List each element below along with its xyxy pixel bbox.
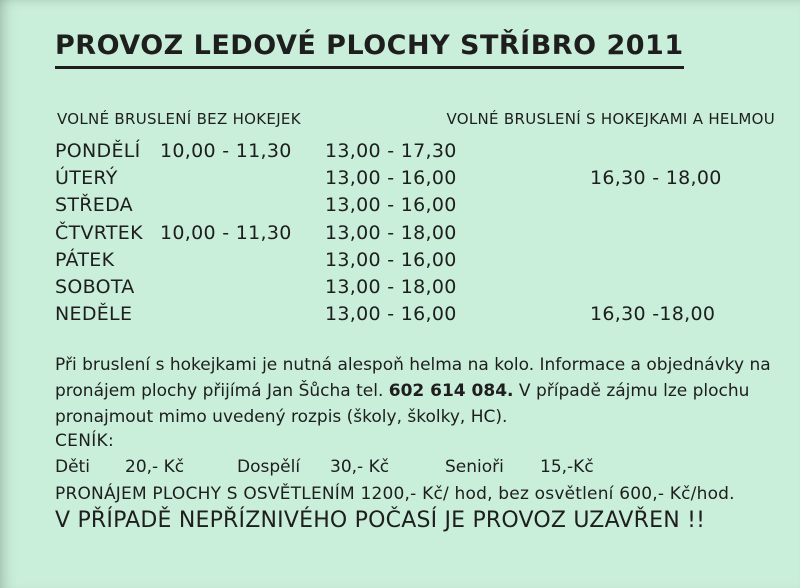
info-text-before-phone: Při bruslení s hokejkami je nutná alespoň helma na kolo. Informace a objednávky na pronájem plochy přijímá Jan Šůcha tel. bbox=[55, 355, 771, 401]
afternoon-slot: 13,00 - 16,00 bbox=[325, 248, 457, 271]
schedule-table bbox=[55, 137, 800, 328]
table-row bbox=[55, 192, 800, 219]
morning-slot: 10,00 - 11,30 bbox=[160, 139, 292, 162]
afternoon-slot: 13,00 - 17,30 bbox=[325, 139, 457, 162]
price-list-label: CENÍK: bbox=[55, 431, 115, 451]
morning-slot: 10,00 - 11,30 bbox=[160, 221, 292, 244]
afternoon-slot: 13,00 - 18,00 bbox=[325, 276, 457, 299]
schedule-header-with-sticks-helmet: VOLNÉ BRUSLENÍ S HOKEJKAMI A HELMOU bbox=[446, 110, 775, 128]
table-row bbox=[55, 273, 800, 300]
day-label: STŘEDA bbox=[55, 194, 133, 217]
price-category-children: Děti bbox=[55, 457, 90, 477]
rental-price-line: PRONÁJEM PLOCHY S OSVĚTLENÍM 1200,- Kč/ hod, bez osvětlení 600,- Kč/hod. bbox=[55, 484, 735, 504]
price-list bbox=[55, 457, 594, 477]
afternoon-slot: 13,00 - 18,00 bbox=[325, 221, 457, 244]
page-title: PROVOZ LEDOVÉ PLOCHY STŘÍBRO 2011 bbox=[55, 30, 684, 69]
day-label: SOBOTA bbox=[55, 276, 135, 299]
price-value-adults: 30,- Kč bbox=[330, 457, 390, 477]
afternoon-slot: 13,00 - 16,00 bbox=[325, 166, 457, 189]
schedule-headers bbox=[57, 110, 775, 128]
day-label: PÁTEK bbox=[55, 248, 115, 271]
price-category-seniors: Senioři bbox=[445, 457, 504, 477]
table-row bbox=[55, 164, 800, 191]
price-value-children: 20,- Kč bbox=[125, 457, 185, 477]
day-label: ÚTERÝ bbox=[55, 166, 118, 189]
table-row bbox=[55, 137, 800, 164]
day-label: NEDĚLE bbox=[55, 303, 133, 326]
phone-number: 602 614 084. bbox=[388, 381, 514, 401]
day-label: PONDĚLÍ bbox=[55, 139, 141, 162]
table-row bbox=[55, 246, 800, 273]
info-text-after-phone: V případě zájmu lze plochu pronajmout mimo uvedený rozpis (školy, školky, HC). bbox=[55, 381, 750, 427]
day-label: ČTVRTEK bbox=[55, 221, 143, 244]
table-row bbox=[55, 219, 800, 246]
price-category-adults: Dospělí bbox=[237, 457, 301, 477]
table-row bbox=[55, 301, 800, 328]
schedule-header-no-sticks: VOLNÉ BRUSLENÍ BEZ HOKEJEK bbox=[57, 110, 301, 128]
info-paragraph bbox=[55, 352, 783, 430]
evening-slot: 16,30 -18,00 bbox=[590, 303, 716, 326]
afternoon-slot: 13,00 - 16,00 bbox=[325, 194, 457, 217]
evening-slot: 16,30 - 18,00 bbox=[590, 166, 722, 189]
price-value-seniors: 15,-Kč bbox=[540, 457, 594, 477]
afternoon-slot: 13,00 - 16,00 bbox=[325, 303, 457, 326]
closing-notice: V PŘÍPADĚ NEPŘÍZNIVÉHO POČASÍ JE PROVOZ UZAVŘEN !! bbox=[55, 508, 706, 533]
